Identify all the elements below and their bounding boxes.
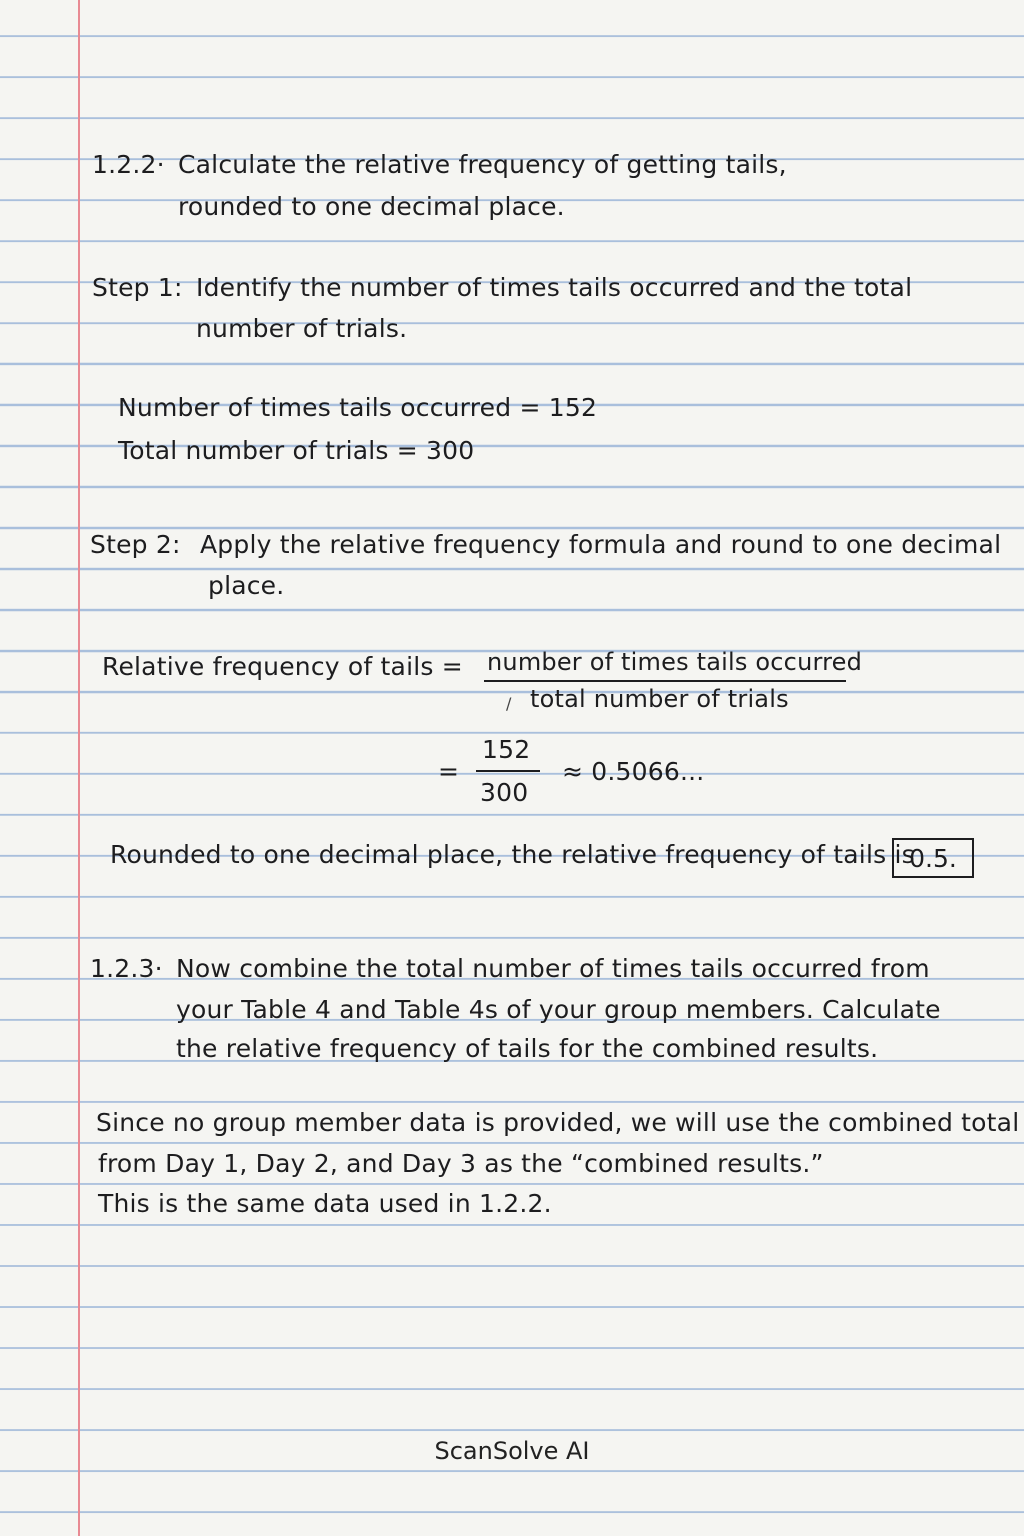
step-1-label: Step 1: <box>92 273 183 302</box>
fraction-denominator-300: 300 <box>480 778 529 807</box>
question-122-line-1: Calculate the relative frequency of getting tails, <box>178 150 787 179</box>
step-2-line-2: place. <box>208 571 285 600</box>
step-1-line-1: Identify the number of times tails occurred and the total <box>196 273 913 302</box>
approximate-value: ≈ 0.5066... <box>562 757 705 786</box>
formula-lhs: Relative frequency of tails = <box>102 652 463 681</box>
formula-denominator: total number of trials <box>530 685 789 713</box>
footer-brand: ScanSolve AI <box>434 1437 590 1465</box>
note-line-2: from Day 1, Day 2, and Day 3 as the “combined results.” <box>98 1149 824 1178</box>
fraction-bar-152-300 <box>476 770 540 772</box>
trials-count: Total number of trials = 300 <box>118 436 475 465</box>
margin-line <box>78 0 80 1536</box>
equals-sign: = <box>438 757 460 786</box>
question-122-line-2: rounded to one decimal place. <box>178 192 565 221</box>
step-1-line-2: number of trials. <box>196 314 408 343</box>
answer-value: 0.5. <box>909 843 957 873</box>
question-123-line-1: Now combine the total number of times tails occurred from <box>176 954 930 983</box>
fraction-numerator-152: 152 <box>482 735 531 764</box>
question-123-line-3: the relative frequency of tails for the combined results. <box>176 1034 879 1063</box>
formula-numerator: number of times tails occurred <box>487 648 863 676</box>
step-2-label: Step 2: <box>90 530 181 559</box>
question-number-123: 1.2.3· <box>90 954 163 983</box>
stray-mark: / <box>506 694 512 713</box>
rounded-statement: Rounded to one decimal place, the relative frequency of tails is <box>110 840 915 869</box>
step-2-line-1: Apply the relative frequency formula and round to one decimal <box>200 530 1002 559</box>
tails-count: Number of times tails occurred = 152 <box>118 393 598 422</box>
question-number-122: 1.2.2· <box>92 150 165 179</box>
question-123-line-2: your Table 4 and Table 4s of your group members. Calculate <box>176 995 941 1024</box>
answer-box <box>892 838 974 878</box>
formula-fraction-bar <box>484 680 846 682</box>
note-line-3: This is the same data used in 1.2.2. <box>98 1189 552 1218</box>
note-line-1: Since no group member data is provided, we will use the combined total <box>96 1108 1020 1137</box>
